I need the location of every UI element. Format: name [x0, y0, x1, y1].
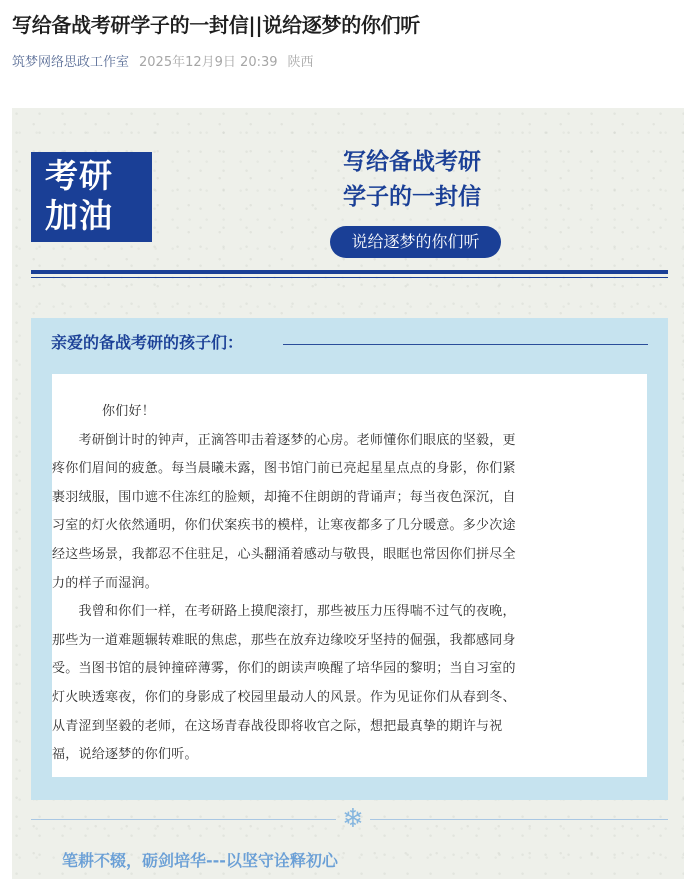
- letter-line: 从青涩到坚毅的老师，在这场青春战役即将收官之际，想把最真挚的期许与祝: [52, 718, 503, 734]
- snowflake-icon: ❄: [342, 804, 364, 834]
- letter-salutation: 你们好！: [102, 404, 156, 419]
- article-title: 写给备战考研学子的一封信||说给逐梦的你们听: [12, 13, 421, 37]
- letter-line: 疼你们眉间的疲惫。每当晨曦未露，图书馆门前已亮起星星点点的身影，你们紧: [52, 461, 516, 477]
- letter-line: 受。当图书馆的晨钟撞碎薄雾，你们的朗读声唤醒了培华园的黎明；当自习室的: [52, 661, 516, 677]
- letter-line: 经这些场景，我都忍不住驻足，心头翻涌着感动与敬畏，眼眶也常因你们拼尽全: [52, 546, 516, 562]
- letter-line: 福，说给逐梦的你们听。: [52, 747, 198, 763]
- footer-divider-left: [31, 819, 336, 820]
- letter-body: [52, 374, 647, 770]
- letter-line: 裹羽绒服，围巾遮不住冻红的脸颊，却掩不住朗朗的背诵声；每当夜色深沉，自: [52, 489, 516, 505]
- letter-line: 灯火映透寒夜，你们的身影成了校园里最动人的风景。作为见证你们从春到冬、: [52, 689, 516, 705]
- poster-image: [12, 108, 684, 879]
- poster-slogan: 笔耕不辍，砺剑培华---以坚守诠释初心: [62, 851, 338, 870]
- badge-line-1: 考研: [45, 156, 113, 195]
- divider-thin: [31, 277, 668, 278]
- letter-line: 力的样子而湿润。: [52, 575, 159, 591]
- letter-line: 那些为一道难题辗转难眠的焦虑，那些在放弃边缘咬牙坚持的倔强，我都感同身: [52, 632, 516, 648]
- exam-badge: [31, 152, 152, 242]
- heading-line-2: 学子的一封信: [343, 184, 481, 210]
- greeting-divider: [283, 344, 648, 345]
- footer-divider-right: [370, 819, 668, 820]
- letter-line: 考研倒计时的钟声，正滴答叩击着逐梦的心房。老师懂你们眼底的坚毅，更: [52, 432, 516, 448]
- subtitle-pill: 说给逐梦的你们听: [330, 226, 501, 258]
- publish-date: 2025年12月9日 20:39: [139, 55, 278, 70]
- heading-line-1: 写给备战考研: [343, 149, 481, 175]
- letter-line: 我曾和你们一样，在考研路上摸爬滚打，那些被压力压得喘不过气的夜晚，: [52, 604, 516, 620]
- article-meta: [12, 53, 314, 73]
- divider-thick: [31, 270, 668, 274]
- account-name-link[interactable]: 筑梦网络思政工作室: [12, 55, 130, 70]
- letter-paper: [52, 374, 647, 777]
- publish-location: 陕西: [287, 55, 314, 70]
- poster-heading: [312, 145, 512, 215]
- greeting-heading: 亲爱的备战考研的孩子们：: [51, 333, 244, 352]
- letter-line: 习室的灯火依然通明，你们伏案疾书的模样，让寒夜都多了几分暖意。多少次途: [52, 518, 516, 534]
- badge-line-2: 加油: [45, 196, 113, 235]
- letter-box: [31, 318, 668, 800]
